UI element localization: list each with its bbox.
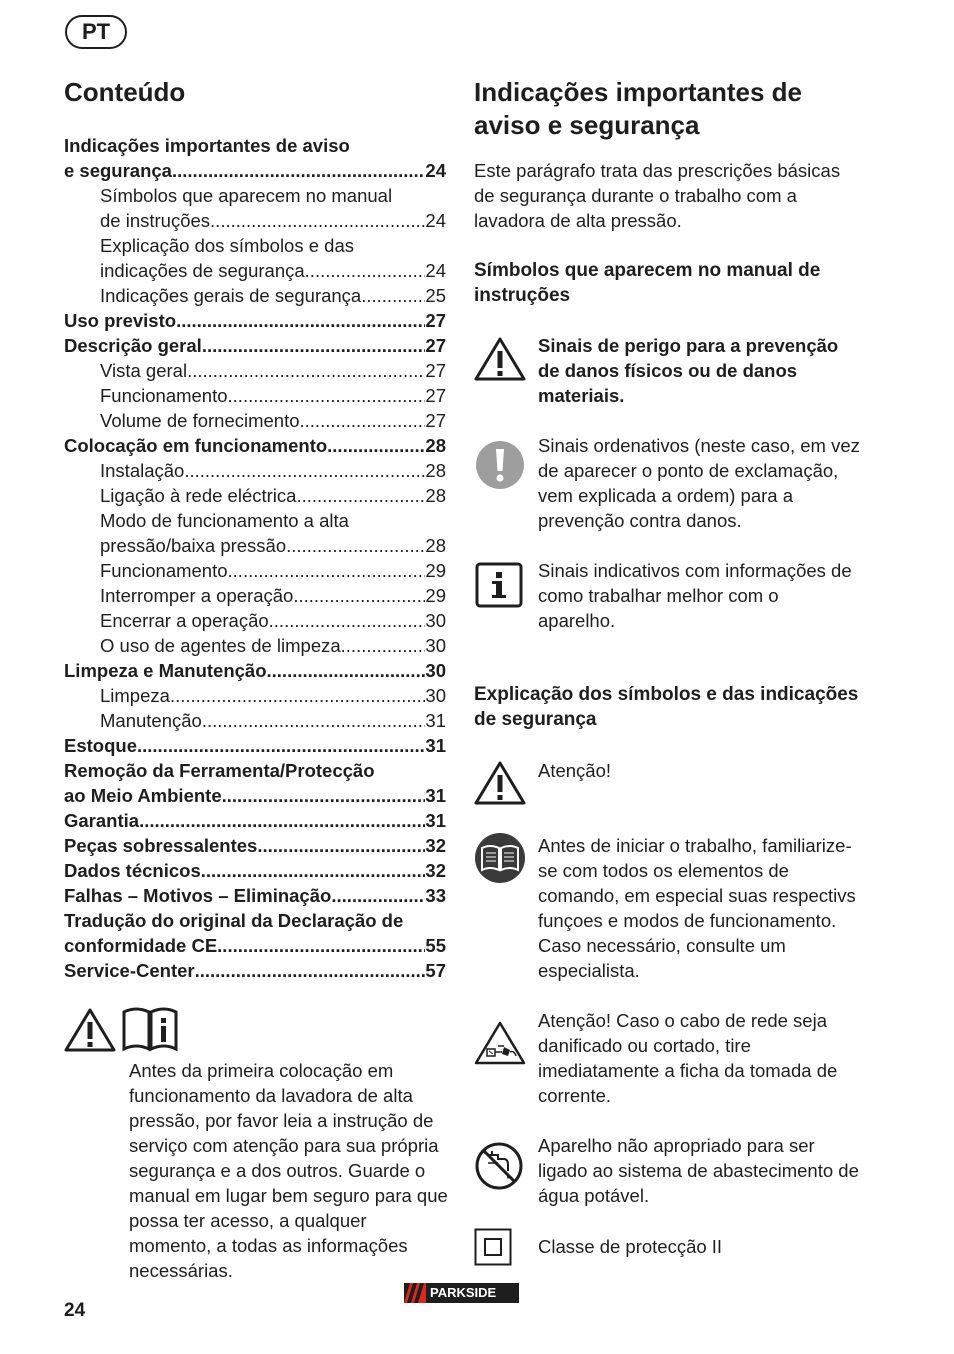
toc-leader-dots (361, 283, 425, 308)
unplug-warning-icon (474, 1020, 526, 1066)
toc-leader-dots (327, 433, 425, 458)
toc-entry (100, 458, 446, 483)
toc-entry (100, 233, 446, 258)
toc-leader-dots (187, 358, 425, 383)
toc-page-number: 28 (425, 485, 446, 506)
toc-entry (64, 158, 446, 183)
toc-entry (100, 408, 446, 433)
toc-leader-dots (267, 658, 426, 683)
toc-entry (100, 258, 446, 283)
toc-entry (100, 708, 446, 733)
read-manual-icon (474, 832, 526, 884)
toc-entry (100, 683, 446, 708)
toc-entry-text: Ligação à rede eléctrica (100, 485, 297, 506)
toc-page-number: 30 (425, 610, 446, 631)
toc-leader-dots (293, 583, 425, 608)
toc-leader-dots (202, 708, 426, 733)
toc-leader-dots (269, 608, 426, 633)
toc-leader-dots (257, 833, 425, 858)
toc-entry-text: Volume de fornecimento (100, 410, 300, 431)
toc-leader-dots (222, 783, 426, 808)
toc-page-number: 31 (425, 785, 446, 806)
toc-entry (64, 908, 446, 933)
toc-entry (100, 208, 446, 233)
toc-entry (64, 883, 446, 908)
symbol-danger-text: Sinais de perigo para a prevenção de danos físicos ou de danos materiais. (538, 335, 839, 406)
toc-page-number: 31 (425, 710, 446, 731)
toc-entry-text: ao Meio Ambiente (64, 785, 222, 806)
explain-water-text: Aparelho não apropriado para ser ligado ao sistema de abastecimento de água potável. (538, 1135, 859, 1206)
toc-page-number: 25 (425, 285, 446, 306)
toc-entry-text: Descrição geral (64, 335, 202, 356)
exclamation-circle-icon (475, 440, 525, 490)
toc-entry-text: Funcionamento (100, 560, 228, 581)
toc-entry-text: Garantia (64, 810, 140, 831)
toc-page-number: 27 (425, 410, 446, 431)
toc-entry-text: Indicações gerais de segurança (100, 285, 362, 306)
toc-entry-text: Indicações importantes de aviso (64, 135, 350, 156)
toc-page-number: 31 (425, 810, 446, 831)
toc-entry (100, 183, 446, 208)
toc-entry-text: Vista geral (100, 360, 188, 381)
toc-entry (64, 433, 446, 458)
toc-page-number: 24 (425, 260, 446, 281)
toc-entry-text: Modo de funcionamento a alta (100, 510, 349, 531)
toc-entry-text: Limpeza e Manutenção (64, 660, 267, 681)
toc-page-number: 32 (425, 835, 446, 856)
toc-page-number: 27 (425, 385, 446, 406)
toc-page-number: 27 (425, 310, 446, 331)
toc-entry (100, 633, 446, 658)
toc-leader-dots (305, 258, 426, 283)
toc-page-number: 55 (425, 935, 446, 956)
toc-entry (64, 808, 446, 833)
page-number: 24 (64, 1300, 86, 1321)
toc-entry (64, 733, 446, 758)
toc-leader-dots (202, 333, 426, 358)
toc-leader-dots (195, 958, 426, 983)
toc-page-number: 31 (425, 735, 446, 756)
toc-leader-dots (300, 408, 426, 433)
toc-page-number: 28 (425, 535, 446, 556)
toc-leader-dots (286, 533, 425, 558)
toc-page-number: 33 (425, 885, 446, 906)
explain-unplug-text: Atenção! Caso o cabo de rede seja danificado ou cortado, tire imediatamente a ficha da tomada de corrente. (538, 1010, 838, 1106)
toc-leader-dots (176, 308, 425, 333)
toc-page-number: 27 (425, 360, 446, 381)
toc-entry-text: de instruções (100, 210, 211, 231)
toc-page-number: 57 (425, 960, 446, 981)
toc-entry (64, 933, 446, 958)
toc-entry-text: O uso de agentes de limpeza (100, 635, 341, 656)
explain-attention-text: Atenção! (538, 760, 612, 781)
toc-entry-text: Tradução do original da Declaração de (64, 910, 404, 931)
toc-entry (100, 533, 446, 558)
brand-logo (404, 1283, 519, 1303)
toc-entry-text: Instalação (100, 460, 185, 481)
toc-entry-text: Interromper a operação (100, 585, 294, 606)
toc-entry (100, 358, 446, 383)
toc-entry-text: Dados técnicos (64, 860, 201, 881)
toc-leader-dots (296, 483, 425, 508)
toc-leader-dots (184, 458, 425, 483)
toc-page-number: 28 (425, 435, 446, 456)
toc-entry (100, 483, 446, 508)
toc-leader-dots (228, 383, 426, 408)
toc-leader-dots (217, 933, 425, 958)
info-box-icon (475, 562, 523, 608)
warning-triangle-icon (64, 1008, 116, 1052)
toc-entry-text: pressão/baixa pressão (100, 535, 287, 556)
no-drinking-water-icon (474, 1141, 524, 1191)
explain-heading: Explicação dos símbolos e das indicações de segurança (474, 684, 859, 730)
toc-page-number: 24 (425, 210, 446, 231)
toc-entry-text: Falhas – Motivos – Eliminação (64, 885, 332, 906)
toc-entry (100, 558, 446, 583)
brand-name: PARKSIDE (430, 1285, 497, 1300)
toc-entry-text: Uso previsto (64, 310, 177, 331)
explain-read-manual-text: Antes de iniciar o trabalho, familiarize-se com todos os elementos de comando, em especial suas respectivs funçoes e modos de funcionamento. Caso necessário, consulte um especialista. (538, 835, 856, 981)
language-badge: PT (65, 15, 127, 49)
toc-entry (100, 383, 446, 408)
logo-stripes-icon (404, 1283, 426, 1303)
toc-page-number: 28 (425, 460, 446, 481)
toc-entry (64, 758, 446, 783)
toc-entry-text: conformidade CE (64, 935, 218, 956)
toc-entry (64, 783, 446, 808)
section-title: Indicações importantes de aviso e segurança (474, 77, 802, 140)
symbols-heading: Símbolos que aparecem no manual de instruções (474, 260, 821, 306)
toc-entry-text: Símbolos que aparecem no manual (100, 185, 393, 206)
toc-leader-dots (139, 808, 425, 833)
toc-entry-text: Funcionamento (100, 385, 228, 406)
toc-entry (64, 833, 446, 858)
toc-entry-text: Estoque (64, 735, 137, 756)
toc-page-number: 29 (425, 585, 446, 606)
toc-page-number: 24 (425, 160, 446, 181)
toc-page-number: 27 (425, 335, 446, 356)
toc-entry-text: Explicação dos símbolos e das (100, 235, 354, 256)
toc-leader-dots (137, 733, 425, 758)
toc-entry-text: Manutenção (100, 710, 202, 731)
toc-leader-dots (228, 558, 426, 583)
symbol-info-text: Sinais indicativos com informações de como trabalhar melhor com o aparelho. (538, 560, 852, 631)
toc-leader-dots (170, 683, 425, 708)
toc-entry (64, 658, 446, 683)
toc-leader-dots (341, 633, 426, 658)
protection-class-2-icon (474, 1228, 512, 1266)
toc-title: Conteúdo (64, 77, 186, 107)
toc-entry (64, 333, 446, 358)
toc-leader-dots (331, 883, 425, 908)
explain-class2-text: Classe de protecção II (538, 1236, 723, 1257)
toc-entry-text: Peças sobressalentes (64, 835, 258, 856)
toc-entry-text: e segurança (64, 160, 172, 181)
toc-entry (100, 508, 446, 533)
toc-entry (64, 958, 446, 983)
toc-page-number: 30 (425, 635, 446, 656)
toc-entry-text: Encerrar a operação (100, 610, 269, 631)
manual-info-icon (120, 1004, 180, 1052)
intro-note: Antes da primeira colocação em funcionamento da lavadora de alta pressão, por favor leia a instrução de serviço com atenção para sua própria segurança e a dos outros. Guarde o manual em lugar bem seguro para que possa ter acesso, a qualquer momento, a todas as informações necessárias. (129, 1060, 448, 1281)
toc-entry (100, 608, 446, 633)
toc-leader-dots (172, 158, 425, 183)
toc-page-number: 30 (425, 660, 446, 681)
toc-entry (64, 308, 446, 333)
symbol-mandatory-text: Sinais ordenativos (neste caso, em vez de aparecer o ponto de exclamação, vem explicada a ordem) para a prevenção contra danos. (538, 435, 860, 531)
toc-entry-text: Colocação em funcionamento (64, 435, 328, 456)
toc-entry-text: Service-Center (64, 960, 195, 981)
toc-page-number: 30 (425, 685, 446, 706)
toc-leader-dots (201, 858, 426, 883)
toc-entry-text: Limpeza (100, 685, 170, 706)
toc-page-number: 29 (425, 560, 446, 581)
toc-entry (64, 133, 446, 158)
toc-page-number: 32 (425, 860, 446, 881)
section-intro: Este parágrafo trata das prescrições básicas de segurança durante o trabalho com a lavadora de alta pressão. (474, 160, 841, 231)
toc-entry (64, 858, 446, 883)
toc-entry (100, 283, 446, 308)
toc-entry-text: indicações de segurança (100, 260, 305, 281)
warning-triangle-icon (474, 760, 526, 806)
toc-entry-text: Remoção da Ferramenta/Protecção (64, 760, 375, 781)
toc-entry (100, 583, 446, 608)
toc-leader-dots (210, 208, 425, 233)
warning-triangle-icon (474, 336, 526, 382)
